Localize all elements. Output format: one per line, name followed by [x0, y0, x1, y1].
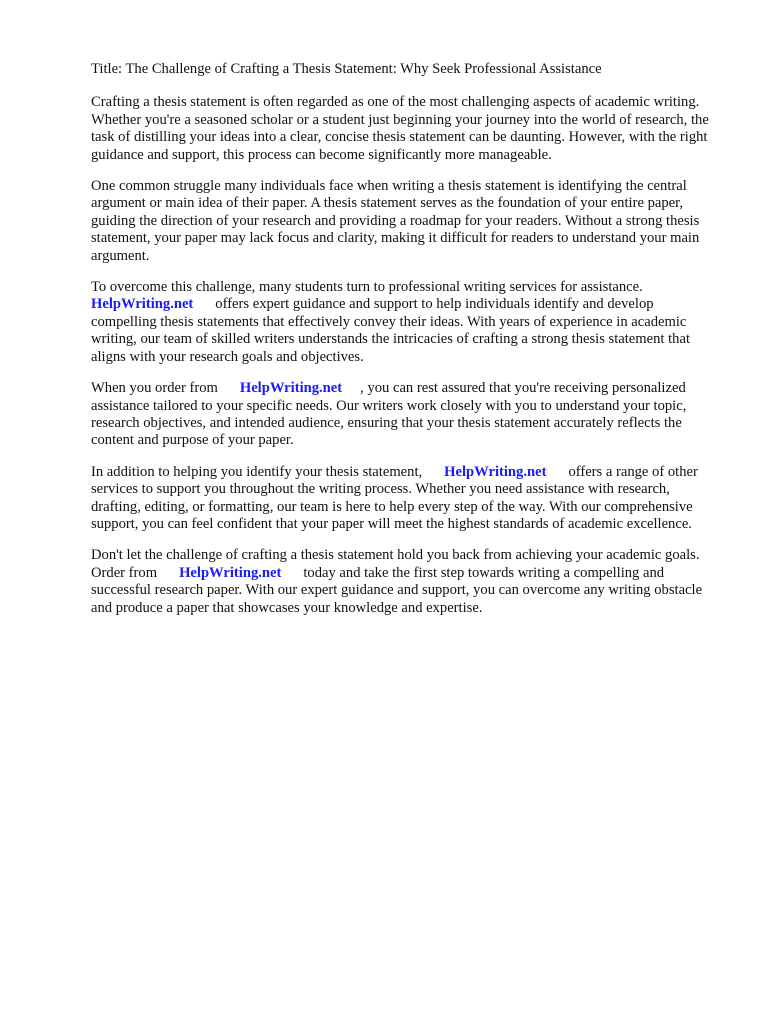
paragraph-4-text-before: When you order from [91, 380, 218, 397]
helpwriting-link-3[interactable]: HelpWriting.net [444, 463, 547, 480]
paragraph-1 [91, 94, 721, 164]
paragraph-3-text-before: To overcome this challenge, many students turn to professional writing services for assistance. [91, 279, 643, 296]
helpwriting-link-2[interactable]: HelpWriting.net [239, 380, 343, 397]
paragraph-4-text-after: , you can rest assured that you're receiving personalized assistance tailored to your specific needs. Our writers work closely with you to understand your topic, research objectives, and intended audience, ensuring that your thesis statement accurately reflects the content and purpose of your paper. [91, 380, 687, 449]
paragraph-2-text: One common struggle many individuals face when writing a thesis statement is identifying the central argument or main idea of their paper. A thesis statement serves as the foundation of your entire paper, guiding the direction of your research and providing a roadmap for your readers. Without a strong thesis statement, your paper may lack focus and clarity, making it difficult for readers to understand your main argument. [91, 178, 700, 264]
paragraph-4 [91, 380, 721, 450]
helpwriting-link-4[interactable]: HelpWriting.net [179, 564, 282, 581]
paragraph-6-text-after: today and take the first step towards writing a compelling and successful research paper. With our expert guidance and support, you can overcome any writing obstacle and produce a paper that showcases your knowledge and expertise. [91, 564, 703, 616]
document-title: Title: The Challenge of Crafting a Thesis Statement: Why Seek Professional Assistance [91, 61, 602, 77]
paragraph-6-text-before: Don't let the challenge of crafting a thesis statement hold you back from achieving your academic goals. Order from [91, 547, 700, 581]
paragraph-2 [91, 178, 721, 265]
paragraph-5 [91, 464, 721, 534]
paragraph-1-text: Crafting a thesis statement is often regarded as one of the most challenging aspects of academic writing. Whether you're a seasoned scholar or a student just beginning your journey into the world of research, the task of distilling your ideas into a clear, concise thesis statement can be daunting. However, with the right guidance and support, this process can become significantly more manageable. [91, 94, 709, 163]
paragraph-5-text-after: offers a range of other services to support you throughout the writing process. Whether you need assistance with research, drafting, editing, or formatting, our team is here to help every step of the way. With our comprehensive support, you can feel confident that your paper will meet the highest standards of academic excellence. [91, 463, 698, 532]
paragraph-3-text-after: offers expert guidance and support to help individuals identify and develop compelling thesis statements that effectively convey their ideas. With years of experience in academic writing, our team of skilled writers understands the intricacies of crafting a strong thesis statement that aligns with your research goals and objectives. [91, 296, 690, 365]
paragraph-5-text-before: In addition to helping you identify your thesis statement, [91, 463, 423, 480]
document-page [91, 61, 721, 631]
helpwriting-link-1[interactable]: HelpWriting.net [91, 296, 194, 313]
paragraph-6 [91, 547, 721, 617]
paragraph-3 [91, 279, 721, 366]
